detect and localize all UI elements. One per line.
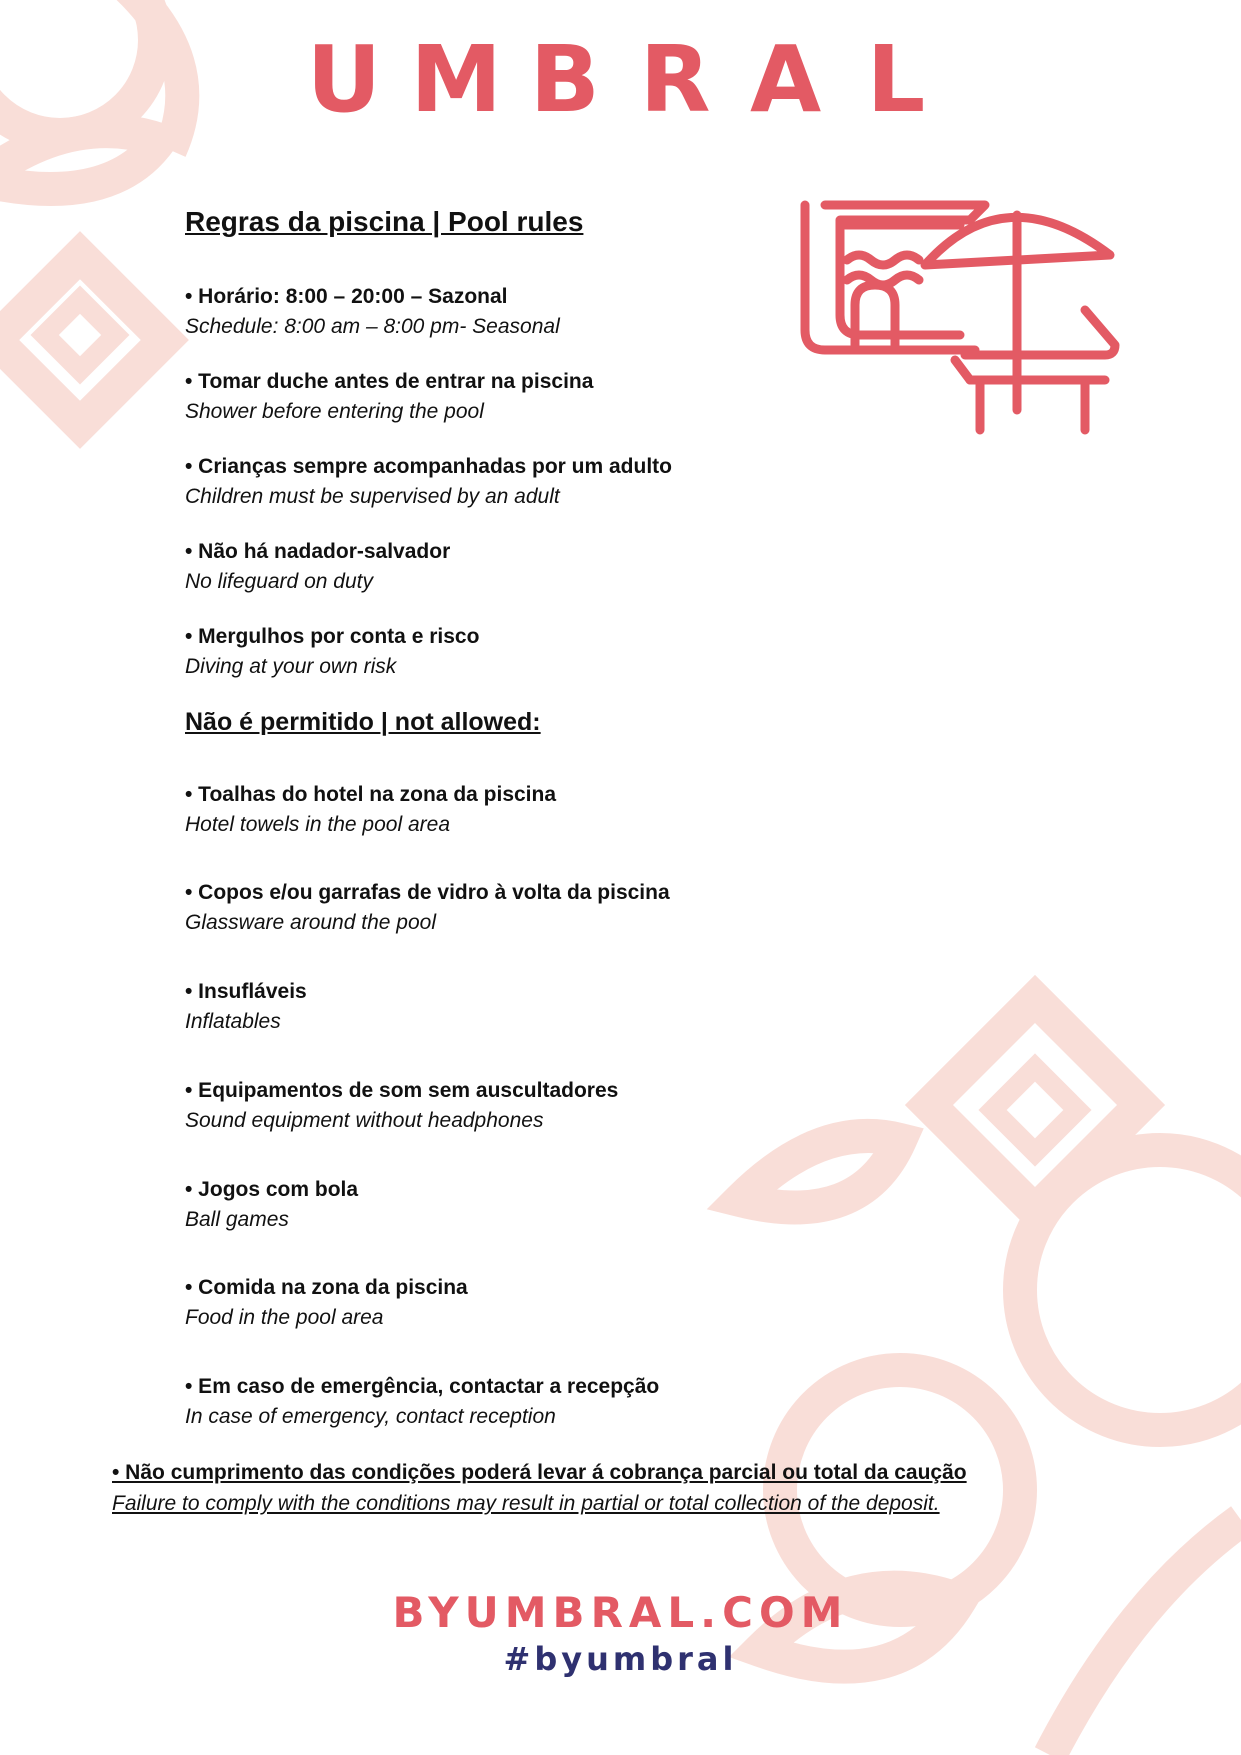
rule-item — [185, 367, 593, 427]
rule-pt: • Não há nadador-salvador — [185, 540, 451, 563]
logo-letter: R — [639, 26, 711, 133]
hashtag: #byumbral — [503, 1640, 738, 1678]
rule-pt: • Jogos com bola — [185, 1178, 359, 1201]
rule-en: Shower before entering the pool — [185, 400, 484, 423]
deposit-notice-pt: • Não cumprimento das condições poderá levar á cobrança parcial ou total da caução — [112, 1461, 967, 1484]
rule-en: Children must be supervised by an adult — [185, 485, 560, 508]
logo-letter: L — [866, 26, 926, 133]
deposit-notice — [112, 1457, 967, 1519]
logo-letter: A — [749, 26, 822, 133]
rule-en: Hotel towels in the pool area — [185, 813, 450, 836]
rule-pt: • Insufláveis — [185, 980, 307, 1003]
page-title: Regras da piscina | Pool rules — [185, 206, 584, 237]
logo-letter: U — [306, 26, 382, 133]
rule-pt: • Mergulhos por conta e risco — [185, 625, 480, 648]
rule-pt: • Tomar duche antes de entrar na piscina — [185, 370, 594, 393]
pool-umbrella-lounger-icon — [785, 185, 1130, 460]
not-allowed-item — [185, 1372, 659, 1432]
rule-item — [185, 282, 560, 342]
rule-item — [185, 622, 479, 682]
rule-pt: • Equipamentos de som sem auscultadores — [185, 1079, 619, 1102]
rule-en: Schedule: 8:00 am – 8:00 pm- Seasonal — [185, 315, 560, 338]
logo-letter: M — [410, 26, 502, 133]
not-allowed-item — [185, 780, 556, 840]
not-allowed-item — [185, 1076, 618, 1136]
rule-en: In case of emergency, contact reception — [185, 1405, 556, 1428]
logo-letter: B — [529, 26, 600, 133]
rule-pt: • Em caso de emergência, contactar a recepção — [185, 1375, 660, 1398]
not-allowed-heading: Não é permitido | not allowed: — [185, 708, 541, 736]
rule-pt: • Toalhas do hotel na zona da piscina — [185, 783, 557, 806]
rule-pt: • Horário: 8:00 – 20:00 – Sazonal — [185, 285, 508, 308]
rule-en: Food in the pool area — [185, 1306, 384, 1329]
rule-en: Glassware around the pool — [185, 911, 436, 934]
rule-item — [185, 537, 450, 597]
rule-pt: • Crianças sempre acompanhadas por um adulto — [185, 455, 672, 478]
rule-pt: • Comida na zona da piscina — [185, 1276, 468, 1299]
not-allowed-item — [185, 977, 307, 1037]
not-allowed-item — [185, 1273, 468, 1333]
umbral-logo — [300, 26, 940, 133]
rule-en: Inflatables — [185, 1010, 281, 1033]
rule-en: No lifeguard on duty — [185, 570, 373, 593]
website-link[interactable]: BYUMBRAL.COM — [392, 1588, 849, 1637]
rule-item — [185, 452, 672, 512]
rule-pt: • Copos e/ou garrafas de vidro à volta da piscina — [185, 881, 670, 904]
not-allowed-item — [185, 1175, 358, 1235]
not-allowed-item — [185, 878, 670, 938]
rule-en: Diving at your own risk — [185, 655, 397, 678]
rule-en: Sound equipment without headphones — [185, 1109, 544, 1132]
rule-en: Ball games — [185, 1208, 289, 1231]
deposit-notice-en: Failure to comply with the conditions may result in partial or total collection of the deposit. — [112, 1492, 940, 1515]
